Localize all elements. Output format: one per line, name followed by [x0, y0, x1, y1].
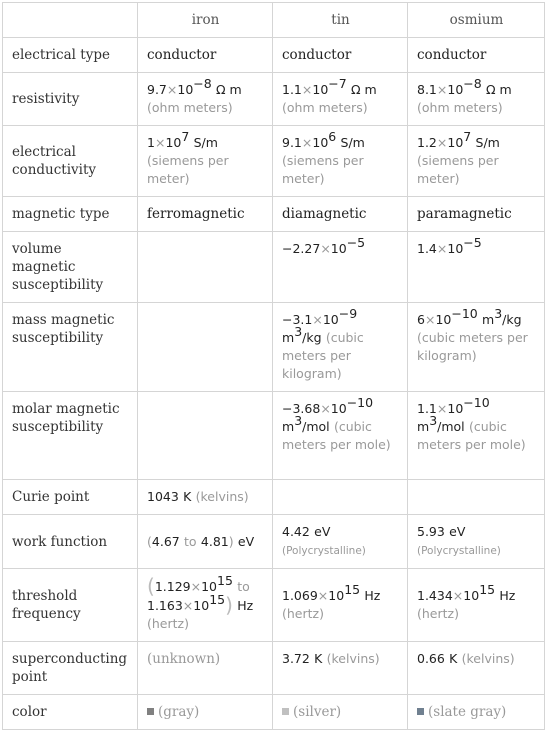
- cell-iron: (4.67 to 4.81) eV: [138, 515, 273, 569]
- cell-osmium: conductor: [408, 38, 545, 73]
- cell-iron: ferromagnetic: [138, 197, 273, 232]
- cell-iron: $1\times 10^7$ S/m (siemens per meter): [138, 126, 273, 197]
- row-label: electrical type: [3, 38, 138, 73]
- row-work-function: [3, 515, 545, 569]
- cell-osmium: $1.434\times 10^{15}$ Hz (hertz): [408, 569, 545, 642]
- row-label: volume magnetic susceptibility: [3, 232, 138, 303]
- header-iron: iron: [138, 3, 273, 38]
- cell-osmium: $1.1\times 10^{-10}$ $m^3$/mol (cubic meters per mole): [408, 392, 545, 480]
- cell-tin: 4.42 eV (Polycrystalline): [273, 515, 408, 569]
- element-properties-table: [2, 2, 545, 730]
- cell-iron: $9.7\times 10^{-8}$ Ω m (ohm meters): [138, 73, 273, 126]
- row-label: mass magnetic susceptibility: [3, 303, 138, 392]
- cell-tin: $1.1\times 10^{-7}$ Ω m (ohm meters): [273, 73, 408, 126]
- cell-tin: 3.72 K (kelvins): [273, 642, 408, 695]
- row-molar-susceptibility: [3, 392, 545, 480]
- row-label: resistivity: [3, 73, 138, 126]
- cell-osmium: (slate gray): [408, 695, 545, 730]
- row-label: threshold frequency: [3, 569, 138, 642]
- cell-tin: $-3.1\times 10^{-9}$ $m^3/kg$ (cubic meters per kilogram): [273, 303, 408, 392]
- row-label: electrical conductivity: [3, 126, 138, 197]
- cell-iron: (unknown): [138, 642, 273, 695]
- row-magnetic-type: [3, 197, 545, 232]
- row-label: superconducting point: [3, 642, 138, 695]
- header-tin: tin: [273, 3, 408, 38]
- cell-iron-empty: [138, 303, 273, 392]
- header-row: [3, 3, 545, 38]
- cell-tin: (silver): [273, 695, 408, 730]
- cell-tin: $-2.27\times 10^{-5}$: [273, 232, 408, 303]
- header-blank: [3, 3, 138, 38]
- cell-osmium: 0.66 K (kelvins): [408, 642, 545, 695]
- row-label: Curie point: [3, 480, 138, 515]
- cell-tin: $-3.68\times 10^{-10}$ $m^3$/mol (cubic meters per mole): [273, 392, 408, 480]
- row-resistivity: [3, 73, 545, 126]
- cell-osmium: $8.1\times 10^{-8}$ Ω m (ohm meters): [408, 73, 545, 126]
- row-electrical-conductivity: [3, 126, 545, 197]
- cell-iron: ($1.129\times 10^{15}$ to $1.163\times 10^{15}$) Hz (hertz): [138, 569, 273, 642]
- cell-osmium: $1.4\times 10^{-5}$: [408, 232, 545, 303]
- row-label: magnetic type: [3, 197, 138, 232]
- cell-iron-empty: [138, 232, 273, 303]
- cell-tin-empty: [273, 480, 408, 515]
- cell-tin: conductor: [273, 38, 408, 73]
- cell-osmium: paramagnetic: [408, 197, 545, 232]
- row-volume-susceptibility: [3, 232, 545, 303]
- cell-tin: $1.069\times 10^{15}$ Hz (hertz): [273, 569, 408, 642]
- cell-iron: 1043 K (kelvins): [138, 480, 273, 515]
- cell-osmium: 5.93 eV (Polycrystalline): [408, 515, 545, 569]
- row-threshold-frequency: [3, 569, 545, 642]
- cell-iron-empty: [138, 392, 273, 480]
- cell-osmium-empty: [408, 480, 545, 515]
- cell-osmium: $1.2\times 10^7$ S/m (siemens per meter): [408, 126, 545, 197]
- row-color: [3, 695, 545, 730]
- row-curie-point: [3, 480, 545, 515]
- row-mass-susceptibility: [3, 303, 545, 392]
- cell-iron: conductor: [138, 38, 273, 73]
- cell-osmium: $6\times 10^{-10}$ $m^3/kg$ (cubic meters per kilogram): [408, 303, 545, 392]
- row-electrical-type: [3, 38, 545, 73]
- cell-tin: diamagnetic: [273, 197, 408, 232]
- row-label: work function: [3, 515, 138, 569]
- row-label: molar magnetic susceptibility: [3, 392, 138, 480]
- cell-tin: $9.1\times 10^6$ S/m (siemens per meter): [273, 126, 408, 197]
- header-osmium: osmium: [408, 3, 545, 38]
- row-superconducting-point: [3, 642, 545, 695]
- properties-table-wrapper: [2, 2, 545, 730]
- cell-iron: (gray): [138, 695, 273, 730]
- row-label: color: [3, 695, 138, 730]
